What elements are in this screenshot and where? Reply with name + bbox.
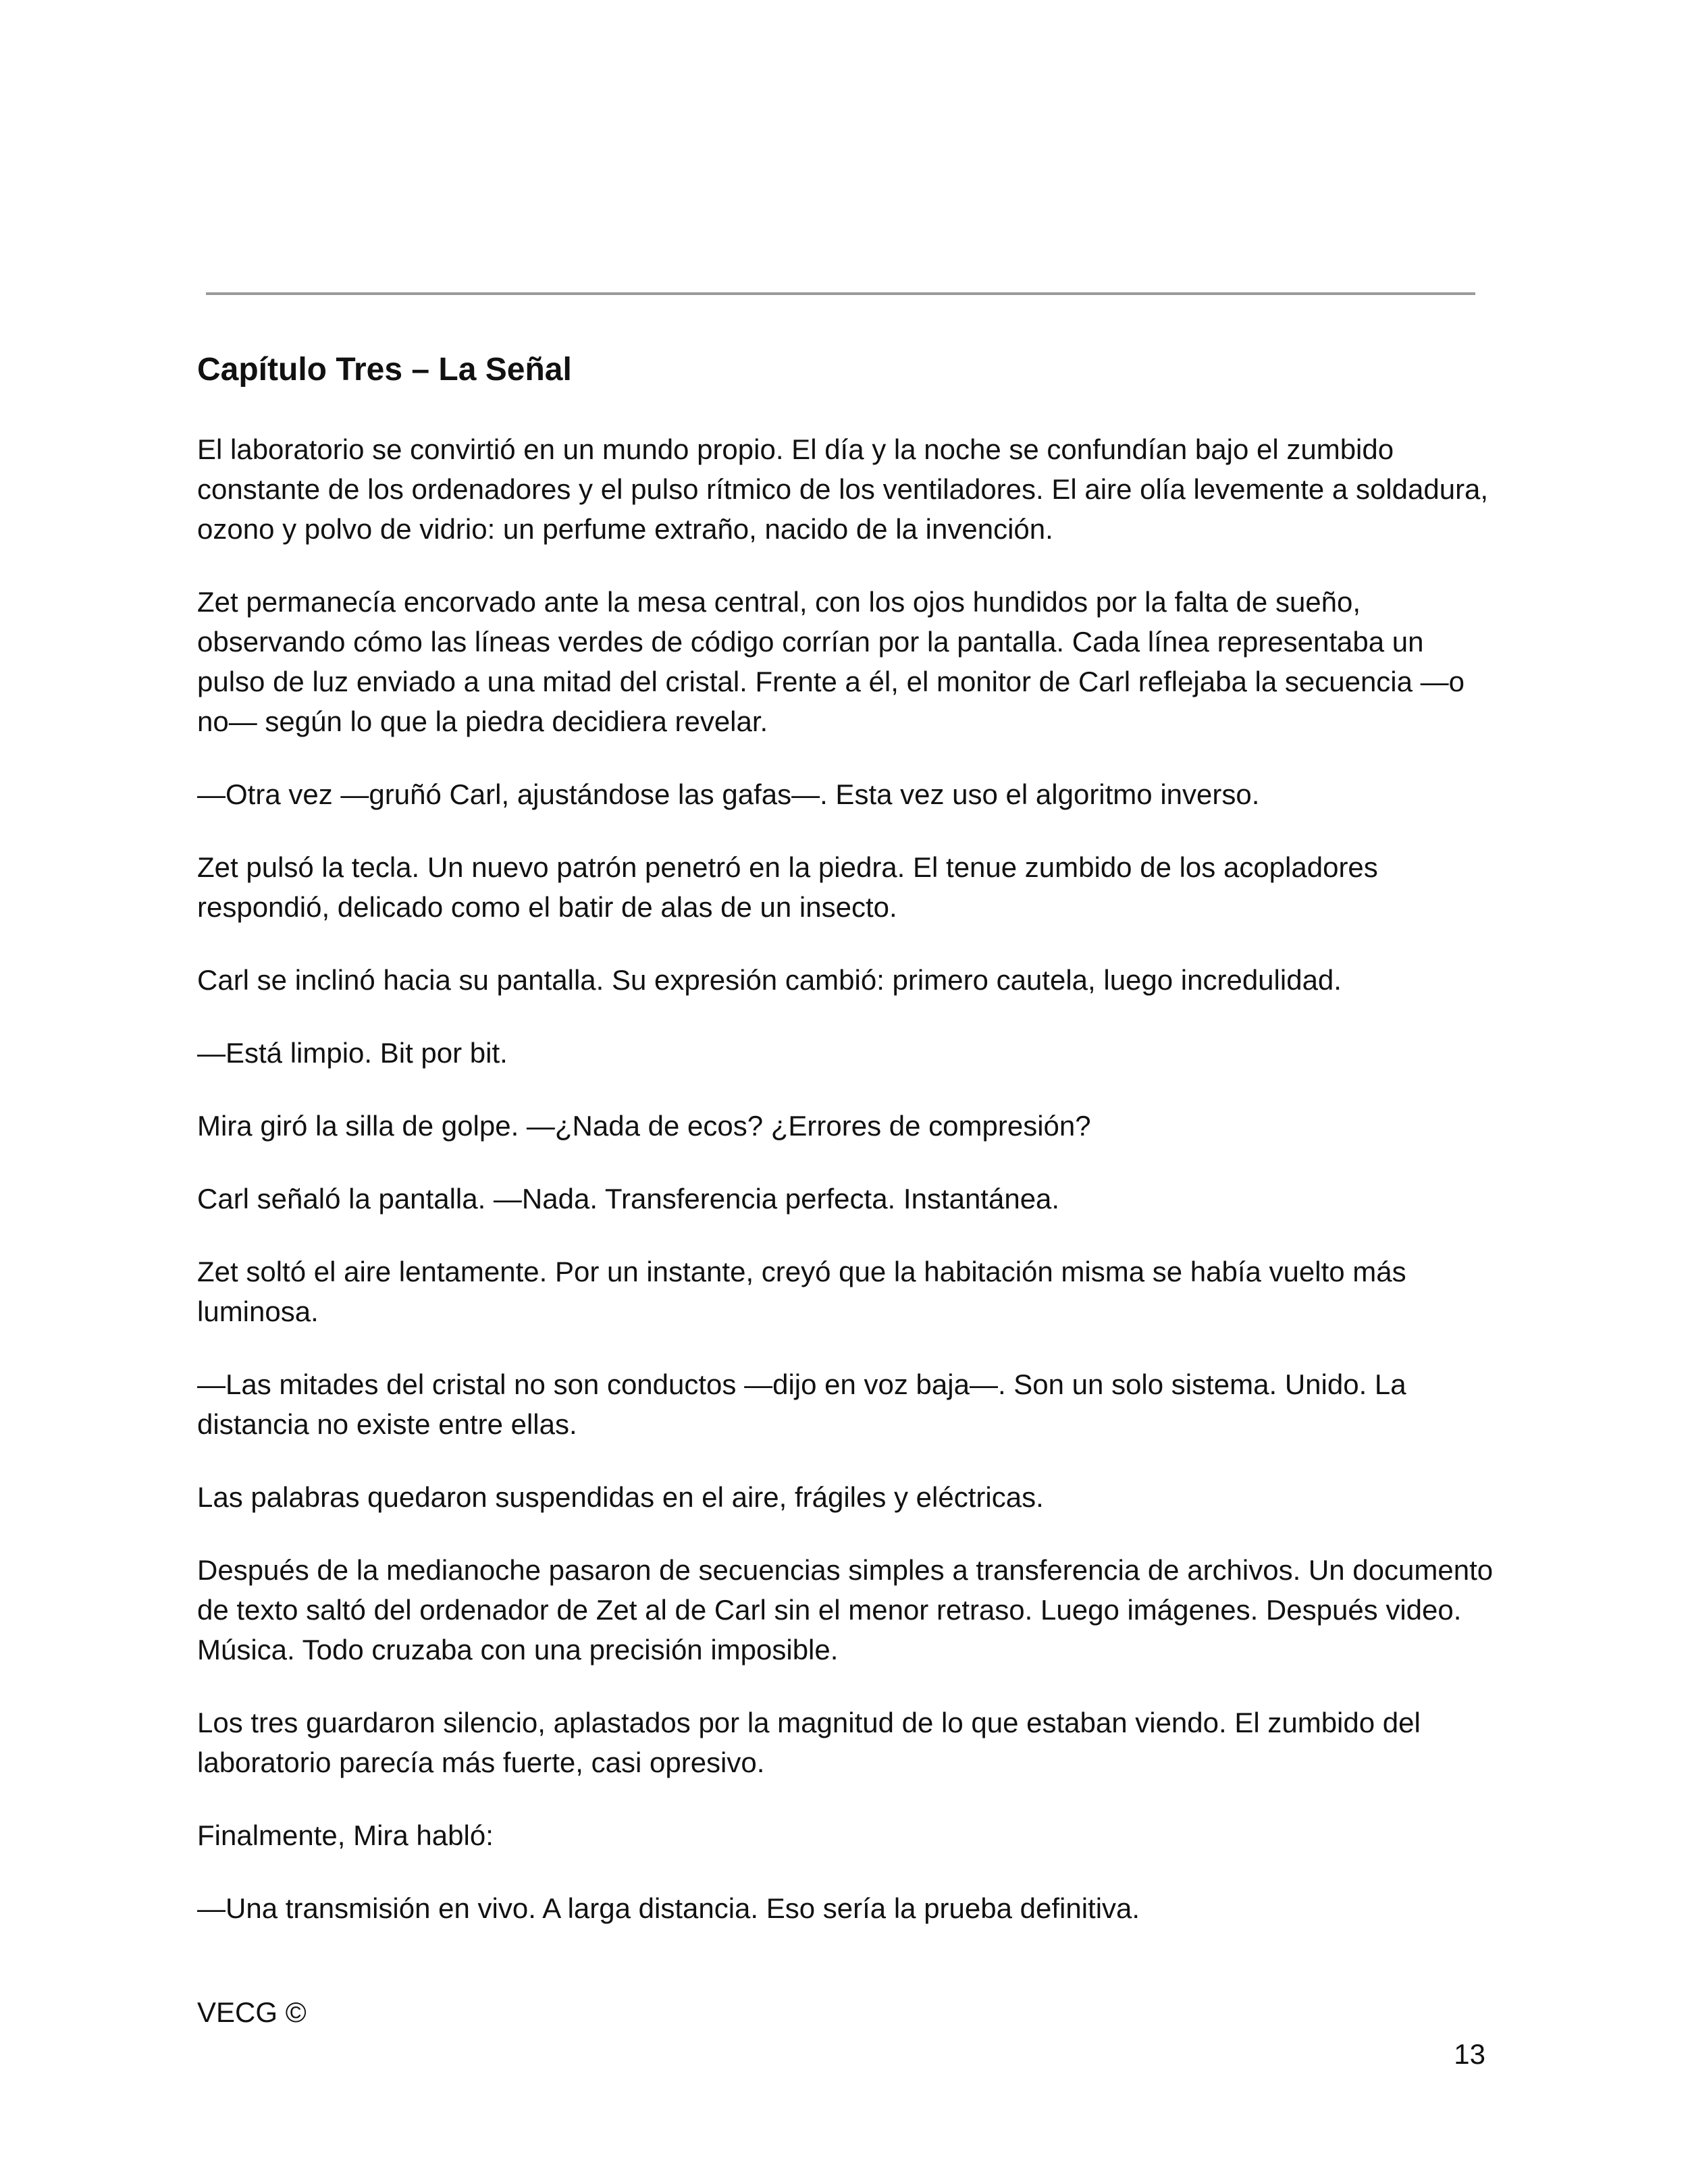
paragraph: Zet permanecía encorvado ante la mesa central, con los ojos hundidos por la falta de sueño, observando cómo las líneas verdes de código corrían por la pantalla. Cada línea representaba un pulso de luz enviado a una mitad del cristal. Frente a él, el monitor de Carl reflejaba la secuencia —o no— según lo que la piedra decidiera revelar.: [197, 586, 1465, 737]
paragraph: Después de la medianoche pasaron de secuencias simples a transferencia de archivos. Un documento de texto saltó del ordenador de Zet al de Carl sin el menor retraso. Luego imágenes. Después video. Música. Todo cruzaba con una precisión imposible.: [197, 1554, 1494, 1666]
paragraph: Zet soltó el aire lentamente. Por un instante, creyó que la habitación misma se había vuelto más luminosa.: [197, 1256, 1406, 1327]
paragraph: Zet pulsó la tecla. Un nuevo patrón penetró en la piedra. El tenue zumbido de los acopladores respondió, delicado como el batir de alas de un insecto.: [197, 851, 1378, 923]
paragraph: Finalmente, Mira habló:: [197, 1819, 494, 1851]
paragraph: Carl se inclinó hacia su pantalla. Su expresión cambió: primero cautela, luego incredulidad.: [197, 964, 1342, 996]
page-number: 13: [1454, 2038, 1485, 2070]
copyright-mark: VECG ©: [197, 1996, 307, 2028]
paragraph: Carl señaló la pantalla. —Nada. Transferencia perfecta. Instantánea.: [197, 1183, 1060, 1215]
paragraph: El laboratorio se convirtió en un mundo propio. El día y la noche se confundían bajo el zumbido constante de los ordenadores y el pulso rítmico de los ventiladores. El aire olía levemente a soldadura, ozono y polvo de vidrio: un perfume extraño, nacido de la invención.: [197, 433, 1489, 545]
header-divider: [206, 292, 1475, 295]
paragraph: —Una transmisión en vivo. A larga distancia. Eso sería la prueba definitiva.: [197, 1892, 1140, 1924]
paragraph: —Las mitades del cristal no son conductos —dijo en voz baja—. Son un solo sistema. Unido. La distancia no existe entre ellas.: [197, 1368, 1406, 1440]
page-body: [197, 346, 1494, 1961]
paragraph: Las palabras quedaron suspendidas en el aire, frágiles y eléctricas.: [197, 1481, 1044, 1513]
paragraph: Mira giró la silla de golpe. —¿Nada de ecos? ¿Errores de compresión?: [197, 1110, 1091, 1142]
paragraph: Los tres guardaron silencio, aplastados por la magnitud de lo que estaban viendo. El zumbido del laboratorio parecía más fuerte, casi opresivo.: [197, 1707, 1421, 1778]
paragraph: —Otra vez —gruñó Carl, ajustándose las gafas—. Esta vez uso el algoritmo inverso.: [197, 778, 1260, 810]
paragraph: —Está limpio. Bit por bit.: [197, 1037, 508, 1069]
chapter-title: Capítulo Tres – La Señal: [197, 352, 572, 388]
